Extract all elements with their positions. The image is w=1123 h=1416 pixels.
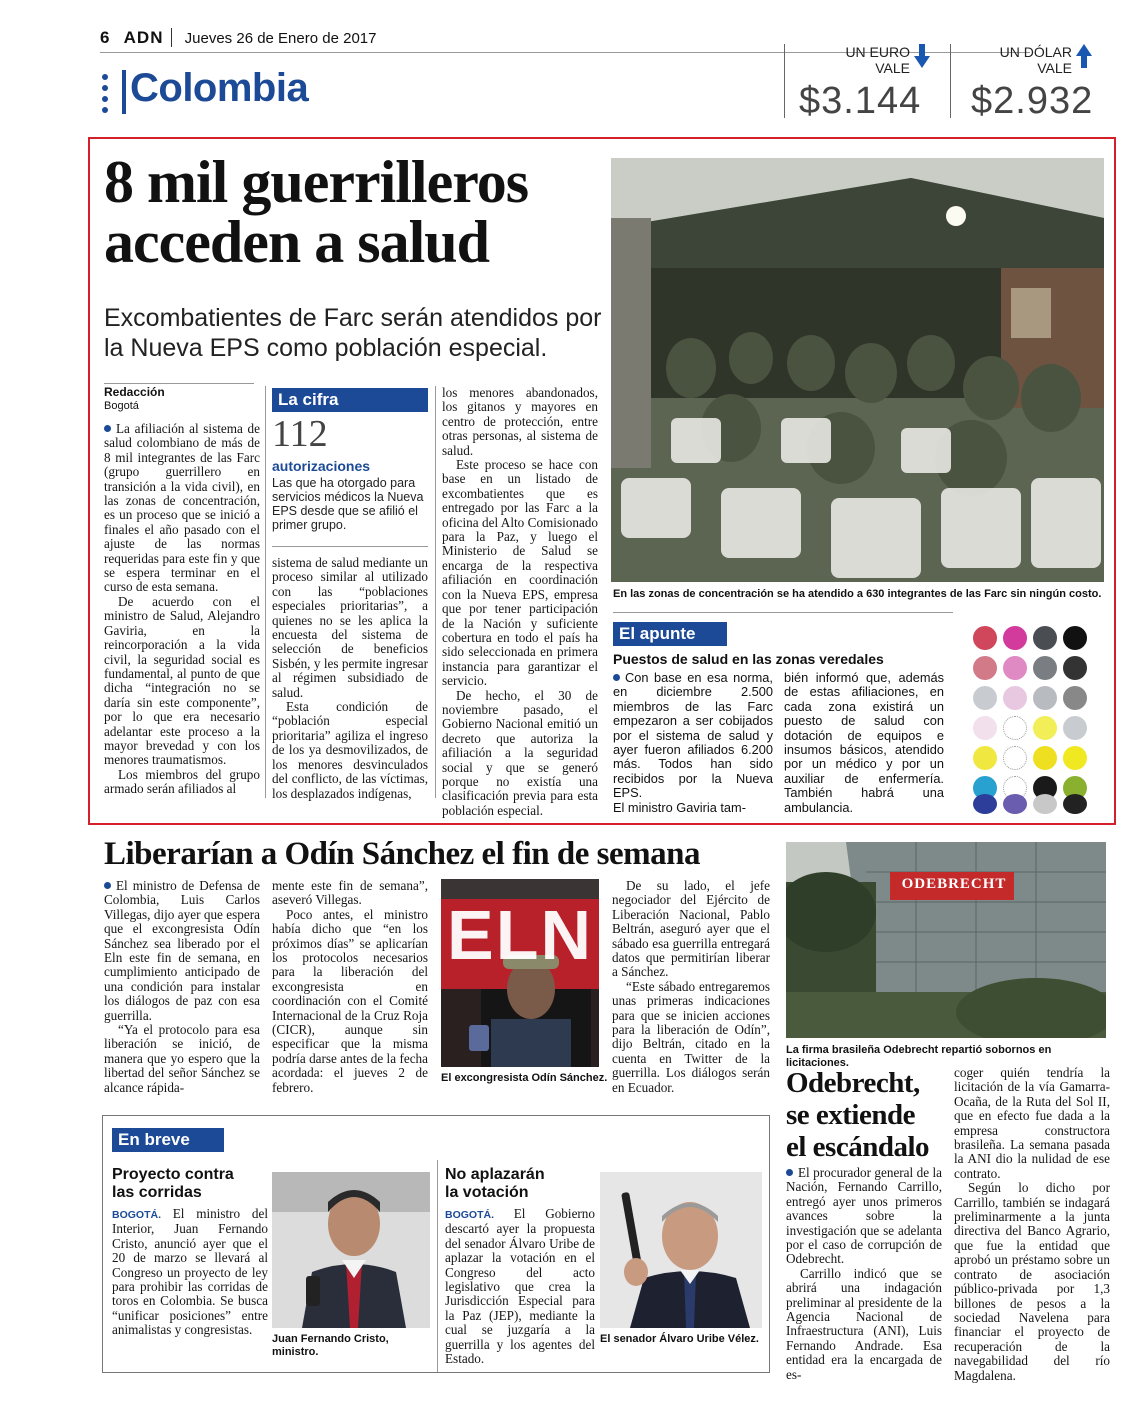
- section-title: Colombia: [130, 66, 309, 110]
- headline-line-2: se extiende: [786, 1099, 915, 1131]
- paragraph: los menores abandonados, los gitanos y mayores en centro de protección, entre otras personas, al sistema de salud.: [442, 385, 598, 458]
- el-apunte-title: Puestos de salud en las zonas veredales: [613, 651, 884, 667]
- byline-name: Redacción: [104, 385, 165, 399]
- breve-1-photo: [272, 1172, 430, 1328]
- el-apunte-col-2: bién informó que, además de estas afiliaciones, en cada zona existirá un puesto de salud con dotación de equipos e insumos básicos, atendido por un médico y por un auxiliar de enfermería. También habrá una ambulancia.: [784, 670, 944, 815]
- euro-label-vale: VALE: [875, 60, 910, 76]
- title-line: la votación: [445, 1184, 529, 1201]
- bullet-icon: [613, 674, 620, 681]
- en-breve-tag: En breve: [112, 1128, 224, 1152]
- cifra-rule: [272, 546, 428, 547]
- column-rule: [435, 386, 436, 798]
- el-apunte-col-1: [613, 671, 773, 815]
- euro-value: $3.144: [799, 80, 922, 122]
- odin-photo-caption: El excongresista Odín Sánchez.: [441, 1072, 608, 1084]
- issue-date: Jueves 26 de Enero de 2017: [184, 30, 377, 47]
- column-rule: [265, 386, 266, 798]
- main-col-3: [442, 386, 598, 818]
- paragraph: mente este fin de semana”, aseveró Villegas.: [272, 878, 428, 908]
- title-line: No aplazarán: [445, 1166, 545, 1183]
- paragraph: El procurador general de la Nación, Fernando Carrillo, entregó ayer unos primeros avances sobre la investigación que se adelanta por el caso de corrupción de Odebrecht.: [786, 1165, 942, 1267]
- main-subhead: Excombatientes de Farc serán atendidos por la Nueva EPS como población especial.: [104, 304, 602, 362]
- breve-2-title: [445, 1166, 605, 1202]
- breve-1-location: BOGOTÁ.: [112, 1209, 161, 1221]
- section-bar: [122, 70, 126, 114]
- odin-headline: Liberarían a Odín Sánchez el fin de semana: [104, 836, 700, 872]
- paragraph: Con base en esa norma, en diciembre 2.500 miembros de las Farc empezaron a ser cobijados por el sistema de salud y ayer fueron afiliados 6.200 más. Todos han sido recibidos por la Nueva EPS.: [613, 670, 773, 801]
- headline-line-2: acceden a salud: [104, 209, 490, 275]
- paragraph: Los miembros del grupo armado serán afiliados al: [104, 766, 260, 797]
- paragraph: El Gobierno descartó ayer la propuesta del senador Álvaro Uribe de aplazar la votación en el Congreso del acto legislativo que crea la Jurisdicción Especial para la Paz (JEP), mediante la cual se juzgaría a la guerrilla y los agentes del Estado.: [445, 1206, 595, 1367]
- odebrecht-col-1: [786, 1166, 942, 1382]
- odin-col-3: [612, 879, 770, 1095]
- breve-1-title: [112, 1166, 272, 1202]
- main-headline: [104, 149, 624, 275]
- paragraph: La afiliación al sistema de salud colombiano de más de 8 mil integrantes de las Farc (grupo guerrillero en transición a la vida civil), en las zonas de concentración, es un proceso que se inició a finales el año pasado con el ajuste de las normas requeridas para este fin y que se espera terminar en el curso de esta semana.: [104, 421, 260, 595]
- title-line: Proyecto contra: [112, 1166, 234, 1183]
- dollar-value: $2.932: [971, 80, 1094, 122]
- column-rule: [437, 1160, 438, 1372]
- headline-line-3: el escándalo: [786, 1131, 930, 1163]
- odin-col-2: [272, 879, 428, 1095]
- title-line: las corridas: [112, 1184, 202, 1201]
- main-col-1: [104, 422, 260, 797]
- paragraph: El ministro Gaviria tam-: [613, 799, 746, 815]
- euro-label: UN EURO: [845, 44, 910, 60]
- apunte-rule: [613, 612, 953, 613]
- odin-col-1: [104, 879, 260, 1095]
- dollar-label-vale: VALE: [1037, 60, 1072, 76]
- odebrecht-col-2: [954, 1066, 1110, 1383]
- el-apunte-tag: El apunte: [613, 622, 727, 646]
- breve-2-photo-caption: El senador Álvaro Uribe Vélez.: [600, 1333, 759, 1345]
- odin-photo: [441, 879, 599, 1067]
- paragraph: El ministro de Defensa de Colombia, Luis Carlos Villegas, dijo ayer que espera que el excongresista Odín Sánchez sea liberado por el Eln este fin de semana, en cumplimiento anticipado de una condición para instalar los diálogos de paz con esa guerrilla.: [104, 878, 260, 1023]
- paragraph: De hecho, el 30 de noviembre pasado, el Gobierno Nacional emitió un decreto que autoriza la afiliación a la seguridad social y que se generó porque no existía una clasificación previa para esta población especial.: [442, 687, 598, 818]
- page-header: [100, 28, 800, 54]
- main-photo: [611, 158, 1104, 582]
- print-color-bar: [969, 622, 1091, 818]
- bullet-icon: [786, 1169, 793, 1176]
- paragraph: El ministro del Interior, Juan Fernando Cristo, anunció ayer que el 20 de marzo se llevará al Congreso un proyecto de ley para prohibir las corridas de toros en Colombia. Se busca “unificar posiciones” entre animalistas y congresistas.: [112, 1206, 268, 1338]
- paragraph: De su lado, el jefe negociador del Ejército de Liberación Nacional, Pablo Beltrán, aseguró ayer que el sábado esa guerrilla entregará datos que permitirían liberar a Sánchez.: [612, 878, 770, 980]
- eln-banner-text: ELN: [447, 896, 593, 974]
- byline: [104, 386, 254, 413]
- breve-2-text: [445, 1207, 595, 1366]
- paragraph: De acuerdo con el ministro de Salud, Alejandro Gaviria, en la reincorporación a la vida civil, la seguridad social es fundamental, al punto de que dicha “integración no se daría sin este componente”, por lo que era necesario adelantar este proceso a la mayor brevedad y con los menores traumatismos.: [104, 593, 260, 768]
- breve-2-location: BOGOTÁ.: [445, 1209, 494, 1221]
- odebrecht-sign: ODEBRECHT: [901, 876, 1007, 892]
- la-cifra-tag: La cifra: [272, 388, 428, 412]
- currency-euro: [784, 44, 944, 122]
- paragraph: Carrillo indicó que se abrirá una indagación preliminar al presidente de la Agencia Nacional de Infraestructura (ANI), Luis Fernando Andrade. Esa entidad era la encargada de es-: [786, 1265, 942, 1382]
- main-photo-caption: En las zonas de concentración se ha atendido a 630 integrantes de las Farc sin ningún costo.: [613, 588, 1102, 600]
- main-col-2: [272, 556, 428, 801]
- breve-2-photo: [600, 1172, 762, 1328]
- dollar-label: UN DÓLAR: [999, 44, 1072, 60]
- la-cifra-unit: autorizaciones: [272, 458, 371, 474]
- headline-line-1: 8 mil guerrilleros: [104, 149, 529, 215]
- la-cifra-description: Las que ha otorgado para servicios médicos la Nueva EPS desde que se afilió el primer grupo.: [272, 476, 424, 532]
- bullet-icon: [104, 425, 111, 432]
- headline-line-1: Odebrecht,: [786, 1067, 920, 1099]
- arrow-up-icon: [1076, 44, 1092, 68]
- brand-logo: ADN: [124, 28, 173, 47]
- breve-1-text: [112, 1207, 268, 1338]
- paragraph: “Este sábado entregaremos unas primeras indicaciones para que se inicien acciones para la liberación de Odín”, dijo Beltrán, citado en la cuenta en Twitter de la guerrilla. Los diálogos serán en Ecuador.: [612, 978, 770, 1095]
- paragraph: Este proceso se hace con base en un listado de excombatientes que es entregado por las Farc a la oficina del Alto Comisionado para la Paz, y luego el Ministerio de Salud se encarga de la respectiva afiliación en coordinación con la Nueva EPS, empresa que por tener participación de la Nación y suficiente cobertura en todo el país ha sido seleccionada en primera instancia para garantizar el servicio.: [442, 457, 598, 689]
- odebrecht-photo: [786, 842, 1106, 1038]
- currency-dollar: [950, 44, 1100, 122]
- page-number: 6: [100, 28, 110, 47]
- paragraph: Poco antes, el ministro había dicho que “en los próximos días” se aplicarían los protocolos necesarios para la liberación del excongresista en coordinación con el Comité Internacional de la Cruz Roja (CICR), aunque sin especificar que la misma podría darse antes de la fecha acordada: el jueves 2 de febrero.: [272, 906, 428, 1095]
- arrow-down-icon: [914, 44, 930, 68]
- byline-city: Bogotá: [104, 400, 139, 412]
- paragraph: coger quién tendría la licitación de la vía Gamarra-Ocaña, de la Ruta del Sol II, que en efecto fue dada a la empresa constructora brasileña. La semana pasada la ANI dio la nulidad de ese contrato.: [954, 1065, 1110, 1181]
- paragraph: sistema de salud mediante un proceso similar al utilizado con las “poblaciones especiales prioritarias”, a quienes no se les aplica la encuesta del sistema de selección de beneficios Sisbén, y les permite ingresar al régimen subsidiado de salud.: [272, 555, 428, 700]
- paragraph: Esta condición de “población especial prioritaria” agiliza el ingreso de los ya desmovilizados, de los menores desvinculados del conflicto, de las víctimas, los desplazados indígenas,: [272, 699, 428, 801]
- odebrecht-photo-caption: La firma brasileña Odebrecht repartió sobornos en licitaciones.: [786, 1044, 1052, 1069]
- bullet-icon: [104, 882, 111, 889]
- section-dots-icon: [100, 74, 112, 114]
- odebrecht-headline: [786, 1067, 954, 1163]
- byline-rule: [104, 383, 254, 384]
- breve-1-photo-caption: Juan Fernando Cristo, ministro.: [272, 1333, 389, 1358]
- paragraph: Según lo dicho por Carrillo, también se indagará preliminarmente a la junta directiva del Banco Agrario, que fue la entidad que aprobó un préstamo sobre un contrato de asociación público-privada por 1,3 billones de pesos a la sociedad Navelena para financiar el proyecto de recuperación de la navegabilidad del río Magdalena.: [954, 1180, 1110, 1383]
- la-cifra-number: 112: [272, 413, 328, 455]
- paragraph: “Ya el protocolo para esa liberación se inició, de manera que yo espero que la libertad del señor Sánchez se alcance rápida-: [104, 1022, 260, 1095]
